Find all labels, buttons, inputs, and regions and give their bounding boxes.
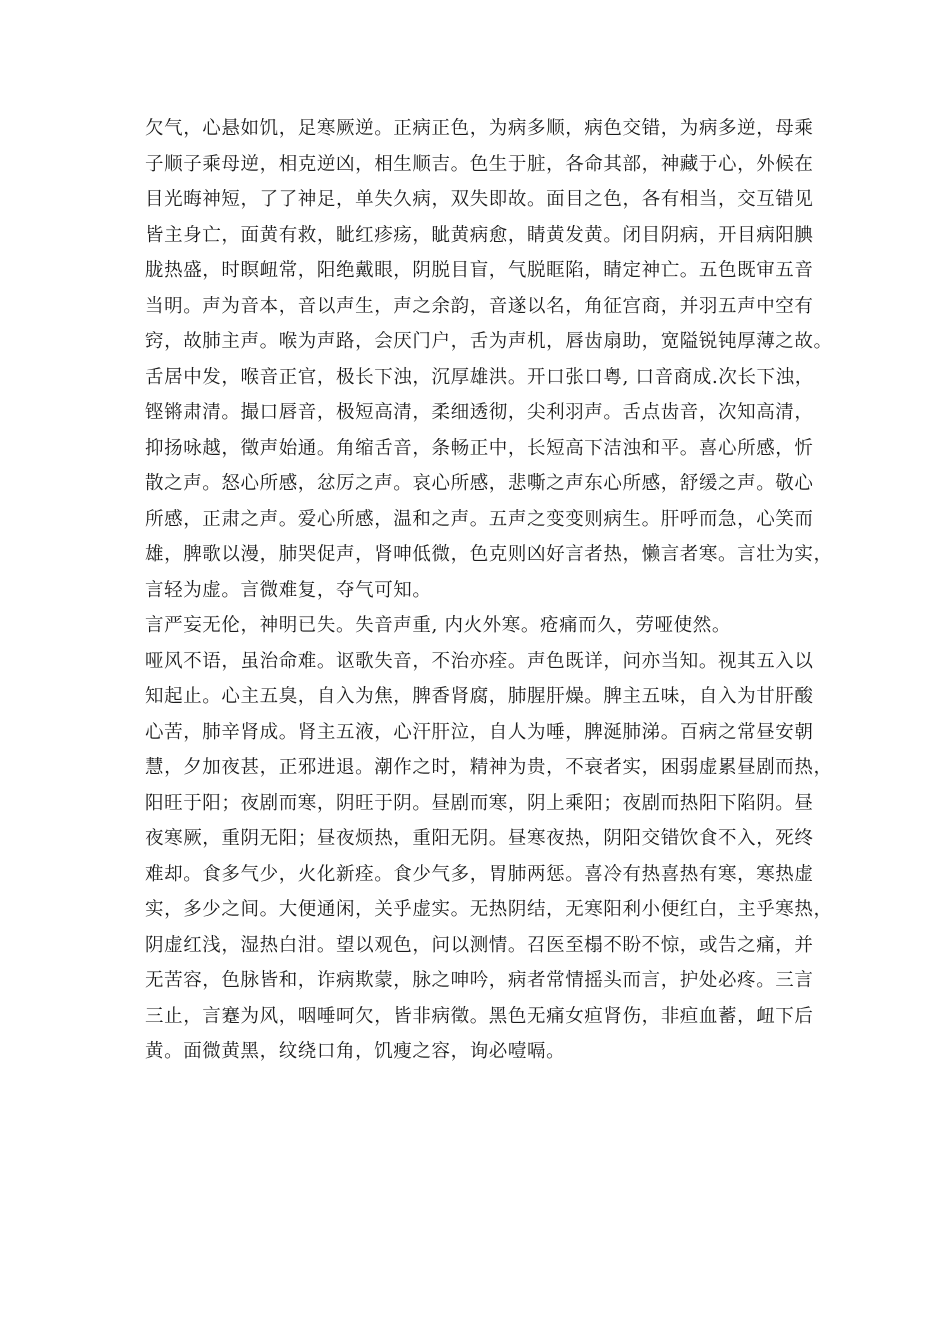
text-line: 铿锵肃清。撮口唇音，极短高清，柔细透彻，尖利羽声。舌点齿音，次知高清， [145,402,814,423]
text-line: 窍，故肺主声。喉为声路，会厌门户，舌为声机，唇齿扇助，宽隘锐钝厚薄之故。 [145,331,833,352]
text-line: 目光晦神短，了了神足，单失久病，双失即故。面目之色，各有相当，交互错见 [145,189,814,210]
text-line: 胧热盛，时瞑衄常，阳绝戴眼，阴脱目盲，气脱眶陷，睛定神亡。五色既审五音 [145,260,814,281]
text-line: 言轻为虚。言微难复，夺气可知。 [145,579,432,601]
text-line: 三止，言蹇为风，咽唾呵欠，皆非病徵。黑色无痛女疸肾伤，非疸血蓄，衄下后 [145,1005,814,1027]
text-line: 知起止。心主五臭，自入为焦，脾香肾腐，肺腥肝燥。脾主五味，自入为甘肝酸 [145,686,814,707]
text-line: 散之声。怒心所感，忿厉之声。哀心所感，悲嘶之声东心所感，舒缓之声。敬心 [145,473,814,494]
text-line: 心苦，肺辛肾成。肾主五液，心汗肝泣，自人为唾，脾涎肺涕。百病之常昼安朝 [145,721,814,743]
text-line: 夜寒厥，重阴无阳；昼夜烦热，重阳无阴。昼寒夜热，阴阳交错饮食不入，死终 [145,828,814,849]
text-line: 言严妄无伦，神明已失。失音声重, 内火外寒。疮痛而久，劳哑使然。 [145,615,731,636]
text-line: 难却。食多气少，火化新痊。食少气多，胃肺两惩。喜冷有热喜热有寒，寒热虚 [145,863,814,885]
text-line: 雄，脾歌以漫，肺哭促声，肾呻低微，色克则凶好言者热，懒言者寒。言壮为实， [145,544,833,565]
text-line: 欠气，心悬如饥，足寒厥逆。正病正色，为病多顺，病色交错，为病多逆，母乘 [145,118,814,139]
text-line: 无苦容，色脉皆和，诈病欺蒙，脉之呻吟，病者常情摇头而言，护处必疼。三言 [145,970,814,991]
text-line: 慧，夕加夜甚，正邪进退。潮作之时，精神为贵，不衰者实，困弱虚累昼剧而热， [145,757,833,778]
text-line: 黄。面微黄黑，纹绕口角，饥瘦之容，询必噎嗝。 [145,1041,566,1062]
text-line: 哑风不语，虽治命难。讴歌失音，不治亦痊。声色既详，问亦当知。视其五入以 [145,650,814,672]
text-line: 阴虚红浅，湿热白泔。望以观色，问以测情。召医至榻不盼不惊，或告之痛，并 [145,934,814,956]
text-line: 舌居中发，喉音正官，极长下浊，沉厚雄洪。开口张口粤, 口音商成.次长下浊， [145,366,814,388]
text-line: 所感，正肃之声。爱心所感，温和之声。五声之变变则病生。肝呼而急，心笑而 [145,508,814,530]
text-line: 皆主身亡，面黄有救，眦红疹疡，眦黄病愈，睛黄发黄。闭目阴病，开目病阳腆 [145,224,814,246]
text-line: 抑扬咏越，徵声始通。角缩舌音，条畅正中，长短高下洁浊和平。喜心所感，忻 [145,437,814,459]
text-line: 实，多少之间。大便通闲，关乎虚实。无热阴结，无寒阳利小便红白，主乎寒热， [145,899,833,920]
text-line: 子顺子乘母逆，相克逆凶，相生顺吉。色生于脏，各命其部，神藏于心，外候在 [145,153,814,175]
text-line: 当明。声为音本，音以声生，声之余韵，音遂以名，角征宫商，并羽五声中空有 [145,295,814,317]
body-text [145,111,845,1070]
text-line: 阳旺于阳；夜剧而寒，阴旺于阴。昼剧而寒，阴上乘阳；夜剧而热阳下陷阴。昼 [145,792,814,814]
